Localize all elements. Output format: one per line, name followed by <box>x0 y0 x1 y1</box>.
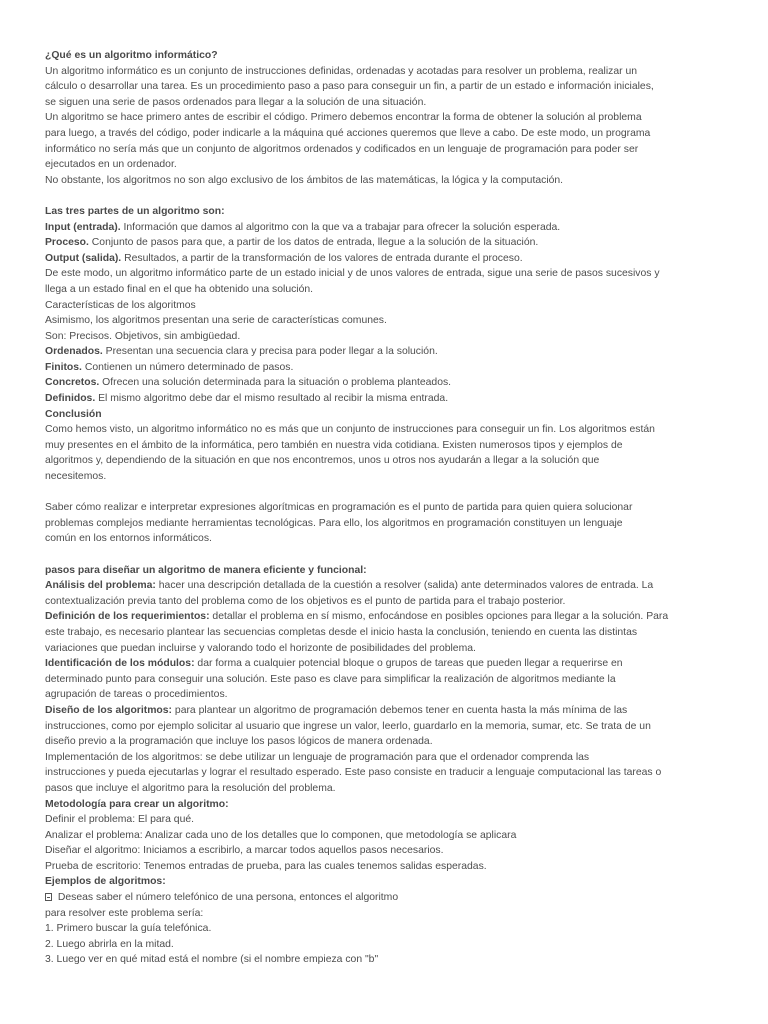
line-text: 2. Luego abrirla en la mitad. <box>45 938 174 950</box>
text-line <box>45 375 729 391</box>
line-text: ejecutados en un ordenador. <box>45 159 177 171</box>
line-text: muy presentes en el ámbito de la informática, pero también en nuestra vida cotidiana. Existen numerosos tipos y ejemplos de <box>45 439 623 451</box>
text-line <box>45 578 729 594</box>
text-line <box>45 734 729 750</box>
line-text: algoritmos y, dependiendo de la situación en que nos encontremos, unos u otros nos ayudarán a llegar a la solución que <box>45 455 600 467</box>
text-line <box>45 516 729 532</box>
line-text: problemas complejos mediante herramientas tecnológicas. Para ello, los algoritmos en programación constituyen un lenguaje <box>45 517 623 529</box>
line-text: 3. Luego ver en qué mitad está el nombre (si el nombre empieza con "b" <box>45 954 379 966</box>
text-line <box>45 797 729 813</box>
text-line <box>45 282 729 298</box>
line-text: Asimismo, los algoritmos presentan una serie de características comunes. <box>45 315 387 327</box>
text-line <box>45 204 729 220</box>
text-line <box>45 843 729 859</box>
text-line <box>45 594 729 610</box>
bold-term: ¿Qué es un algoritmo informático? <box>45 50 218 61</box>
text-line <box>45 126 729 142</box>
document-body <box>45 48 729 968</box>
text-line <box>45 687 729 703</box>
line-text: determinado punto para conseguir una solución. Este paso es clave para simplificar la realización de algoritmos mediante la <box>45 673 616 685</box>
bold-term: Definidos. <box>45 393 96 405</box>
text-line <box>45 890 729 906</box>
line-text: Prueba de escritorio: Tenemos entradas de prueba, para las cuales tenemos salidas esperadas. <box>45 860 487 872</box>
text-line <box>45 469 729 485</box>
text-line <box>45 95 729 111</box>
line-text: contextualización previa tanto del problema como de los objetivos es el punto de partida para el trabajo posterior. <box>45 595 566 607</box>
text-line <box>45 266 729 282</box>
line-text: Ofrecen una solución determinada para la situación o problema planteados. <box>99 377 452 389</box>
line-text: agrupación de tareas o procedimientos. <box>45 689 228 701</box>
text-line <box>45 407 729 423</box>
text-line <box>45 859 729 875</box>
line-text: Contienen un número determinado de pasos. <box>81 361 294 373</box>
text-line <box>45 329 729 345</box>
text-line <box>45 313 729 329</box>
line-text: Conjunto de pasos para que, a partir de los datos de entrada, llegue a la solución de la situación. <box>88 237 539 249</box>
bold-term: Diseño de los algoritmos: <box>45 704 173 716</box>
line-text: Información que damos al algoritmo con la que va a trabajar para ofrecer la solución esperada. <box>120 221 561 233</box>
line-text: Son: Precisos. Objetivos, sin ambigüedad. <box>45 330 241 342</box>
text-line <box>45 48 729 64</box>
text-line <box>45 251 729 267</box>
text-line <box>45 937 729 953</box>
text-line <box>45 625 729 641</box>
line-text: para luego, a través del código, poder indicarle a la máquina qué acciones queremos que lleve a cabo. De este modo, un programa <box>45 127 651 139</box>
text-line <box>45 703 729 719</box>
text-line <box>45 422 729 438</box>
text-line <box>45 563 729 579</box>
line-text: Resultados, a partir de la transformación de los valores de entrada durante el proceso. <box>121 252 523 264</box>
line-text: El mismo algoritmo debe dar el mismo resultado al recibir la misma entrada. <box>95 393 449 405</box>
text-line <box>45 609 729 625</box>
line-text: Definir el problema: El para qué. <box>45 814 195 826</box>
line-text: Saber cómo realizar e interpretar expresiones algorítmicas en programación es el punto de partida para quien quiera solucionar <box>45 502 633 514</box>
line-text: instrucciones, como por ejemplo solicitar al usuario que ingrese un valor, leerlo, guardarlo en la memoria, sumar, etc. Se trata de un <box>45 720 651 732</box>
bold-term: Análisis del problema: <box>45 580 156 592</box>
bold-term: Finitos. <box>45 361 82 373</box>
line-text: Características de los algoritmos <box>45 299 196 311</box>
line-text: informático no sería más que un conjunto de algoritmos ordenados y codificados en un lenguaje de programación para poder ser <box>45 143 639 155</box>
line-text: pasos que incluye el algoritmo para la resolución del problema. <box>45 782 336 794</box>
line-text: De este modo, un algoritmo informático parte de un estado inicial y de unos valores de entrada, sigue una serie de pasos sucesivos y <box>45 268 660 280</box>
bold-term: Ordenados. <box>45 346 103 358</box>
line-text: para resolver este problema sería: <box>45 907 204 919</box>
line-text: instrucciones y pueda ejecutarlas y lograr el resultado esperado. Este paso consiste en traducir a lenguaje computacional las tareas o <box>45 767 662 779</box>
text-line <box>45 750 729 766</box>
bold-term: Output (salida). <box>45 252 122 264</box>
line-text: Presentan una secuencia clara y precisa para poder llegar a la solución. <box>102 346 438 358</box>
text-line <box>45 360 729 376</box>
text-line <box>45 765 729 781</box>
text-line <box>45 438 729 454</box>
text-line <box>45 781 729 797</box>
text-line <box>45 828 729 844</box>
text-line <box>45 952 729 968</box>
text-line <box>45 656 729 672</box>
line-text: diseño previo a la programación que incluye los pasos lógicos de manera ordenada. <box>45 736 433 748</box>
bold-term: Las tres partes de un algoritmo son: <box>45 205 225 217</box>
text-line <box>45 391 729 407</box>
line-text: Implementación de los algoritmos: se debe utilizar un lenguaje de programación para que el ordenador comprenda las <box>45 751 590 763</box>
text-line <box>45 79 729 95</box>
bold-term: Input (entrada). <box>45 221 121 233</box>
text-line <box>45 641 729 657</box>
line-text: dar forma a cualquier potencial bloque o grupos de tareas que pueden llegar a requerirse en <box>194 658 623 670</box>
line-text: Diseñar el algoritmo: Iniciamos a escribirlo, a marcar todos aquellos pasos necesarios. <box>45 845 444 857</box>
bold-term: Concretos. <box>45 377 100 389</box>
text-line <box>45 874 729 890</box>
line-text: cálculo o desarrollar una tarea. Es un procedimiento paso a paso para conseguir un fin, a partir de un estado e información iniciales, <box>45 81 654 93</box>
line-text: variaciones que puedan incluirse y valorando todo el horizonte de posibilidades del problema. <box>45 642 476 654</box>
line-text: para plantear un algoritmo de programación debemos tener en cuenta hasta la más mínima de las <box>172 704 628 716</box>
line-text: llega a un estado final en el que ha obtenido una solución. <box>45 283 314 295</box>
text-line <box>45 64 729 80</box>
line-text: hacer una descripción detallada de la cuestión a resolver (salida) ante determinados valores de entrada. La <box>155 580 654 592</box>
bold-term: Ejemplos de algoritmos: <box>45 876 166 888</box>
line-text: necesitemos. <box>45 471 107 483</box>
text-line <box>45 110 729 126</box>
text-line <box>45 220 729 236</box>
text-line <box>45 298 729 314</box>
text-line <box>45 906 729 922</box>
text-line <box>45 719 729 735</box>
paragraph-gap <box>45 188 729 204</box>
line-text: 1. Primero buscar la guía telefónica. <box>45 923 212 935</box>
paragraph-gap <box>45 485 729 501</box>
text-line <box>45 235 729 251</box>
line-text: Como hemos visto, un algoritmo informático no es más que un conjunto de instrucciones para conseguir un fin. Los algoritmos están <box>45 424 655 436</box>
text-line <box>45 921 729 937</box>
text-line <box>45 453 729 469</box>
line-text: detallar el problema en sí mismo, enfocándose en posibles opciones para llegar a la solución. Para <box>209 611 669 623</box>
text-line <box>45 531 729 547</box>
text-line <box>45 812 729 828</box>
missing-glyph-icon <box>45 893 52 901</box>
text-line <box>45 500 729 516</box>
bold-term: Metodología para crear un algoritmo: <box>45 798 229 810</box>
bold-term: Conclusión <box>45 408 102 420</box>
text-line <box>45 157 729 173</box>
bold-term: Identificación de los módulos: <box>45 658 195 670</box>
bold-term: Definición de los requerimientos: <box>45 611 210 623</box>
text-line <box>45 672 729 688</box>
text-line <box>45 344 729 360</box>
line-text: No obstante, los algoritmos no son algo exclusivo de los ámbitos de las matemáticas, la lógica y la computación. <box>45 174 564 186</box>
line-text: Analizar el problema: Analizar cada uno de los detalles que lo componen, que metodología se aplicara <box>45 829 517 841</box>
text-line <box>45 173 729 189</box>
line-text: común en los entornos informáticos. <box>45 533 212 545</box>
text-line <box>45 142 729 158</box>
line-text: Un algoritmo se hace primero antes de escribir el código. Primero debemos encontrar la forma de obtener la solución al problema <box>45 112 642 124</box>
line-text: se siguen una serie de pasos ordenados para llegar a la solución de una situación. <box>45 96 427 108</box>
bold-term: pasos para diseñar un algoritmo de manera eficiente y funcional: <box>45 564 367 576</box>
bold-term: Proceso. <box>45 237 89 249</box>
line-text: Deseas saber el número telefónico de una persona, entonces el algoritmo <box>55 892 399 904</box>
line-text: Un algoritmo informático es un conjunto de instrucciones definidas, ordenadas y acotadas para resolver un problema, realizar un <box>45 65 638 77</box>
line-text: este trabajo, es necesario plantear las secuencias completas desde el inicio hasta la conclusión, teniendo en cuenta las distintas <box>45 626 638 638</box>
paragraph-gap <box>45 547 729 563</box>
